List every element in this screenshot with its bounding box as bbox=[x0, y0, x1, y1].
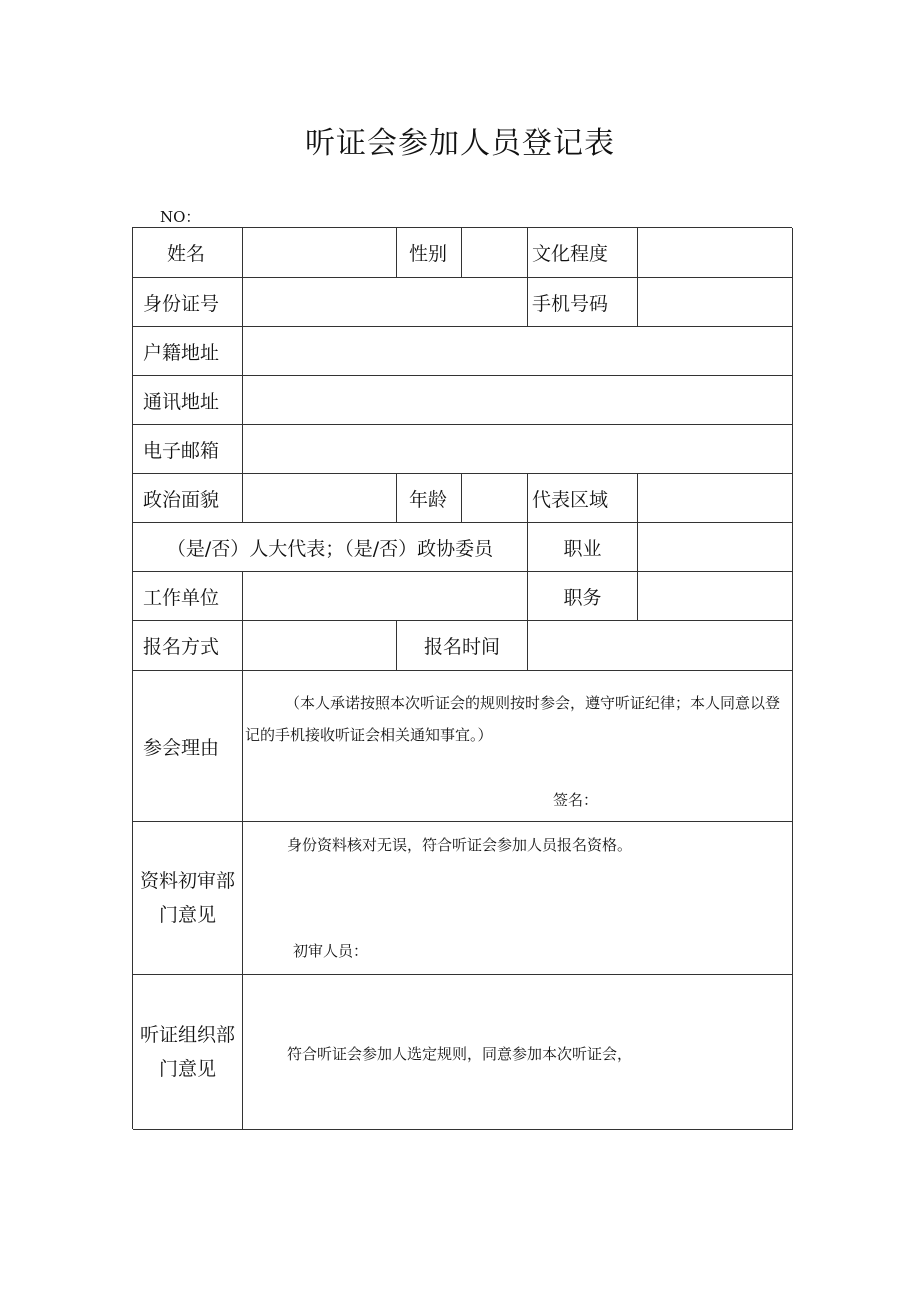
organizer-opinion-cell[interactable] bbox=[243, 975, 793, 1130]
representative-status-field[interactable]: （是/否）人大代表；（是/否）政协委员 bbox=[133, 523, 528, 572]
reason-cell[interactable] bbox=[243, 671, 793, 822]
registration-table bbox=[132, 227, 792, 1129]
political-status-label: 政治面貌 bbox=[133, 474, 243, 523]
id-number-label: 身份证号 bbox=[133, 278, 243, 327]
education-field[interactable] bbox=[638, 228, 793, 278]
organizer-opinion-text: 符合听证会参加人选定规则，同意参加本次听证会， bbox=[287, 1045, 633, 1063]
represented-area-field[interactable] bbox=[638, 474, 793, 523]
id-number-field[interactable] bbox=[243, 278, 528, 327]
registration-time-field[interactable] bbox=[528, 621, 793, 671]
mailing-address-field[interactable] bbox=[243, 376, 793, 425]
occupation-label: 职业 bbox=[528, 523, 638, 572]
mobile-field[interactable] bbox=[638, 278, 793, 327]
registration-method-field[interactable] bbox=[243, 621, 397, 671]
review-dept-label: 资料初审部门意见 bbox=[133, 822, 243, 975]
gender-field[interactable] bbox=[462, 228, 528, 278]
mailing-address-label: 通讯地址 bbox=[133, 376, 243, 425]
employer-field[interactable] bbox=[243, 572, 528, 621]
email-label: 电子邮箱 bbox=[133, 425, 243, 474]
household-address-field[interactable] bbox=[243, 327, 793, 376]
signature-label: 签名： bbox=[553, 791, 599, 809]
reason-label: 参会理由 bbox=[133, 671, 243, 822]
employer-label: 工作单位 bbox=[133, 572, 243, 621]
political-status-field[interactable] bbox=[243, 474, 397, 523]
registration-time-label: 报名时间 bbox=[397, 621, 528, 671]
reviewer-label: 初审人员： bbox=[293, 942, 369, 960]
position-field[interactable] bbox=[638, 572, 793, 621]
name-field[interactable] bbox=[243, 228, 397, 278]
email-field[interactable] bbox=[243, 425, 793, 474]
serial-number-label: NO： bbox=[160, 208, 201, 226]
gender-label: 性别 bbox=[397, 228, 462, 278]
organizer-dept-label: 听证组织部门意见 bbox=[133, 975, 243, 1130]
name-label: 姓名 bbox=[133, 228, 243, 278]
household-address-label: 户籍地址 bbox=[133, 327, 243, 376]
registration-method-label: 报名方式 bbox=[133, 621, 243, 671]
position-label: 职务 bbox=[528, 572, 638, 621]
pledge-text: （本人承诺按照本次听证会的规则按时参会，遵守听证纪律；本人同意以登记的手机接收听证会相关通知事宜。） bbox=[245, 694, 781, 744]
mobile-label: 手机号码 bbox=[528, 278, 638, 327]
age-label: 年龄 bbox=[397, 474, 462, 523]
represented-area-label: 代表区域 bbox=[528, 474, 638, 523]
occupation-field[interactable] bbox=[638, 523, 793, 572]
education-label: 文化程度 bbox=[528, 228, 638, 278]
form-title: 听证会参加人员登记表 bbox=[305, 126, 615, 161]
review-opinion-cell[interactable] bbox=[243, 822, 793, 975]
age-field[interactable] bbox=[462, 474, 528, 523]
review-opinion-text: 身份资料核对无误，符合听证会参加人员报名资格。 bbox=[287, 836, 633, 854]
